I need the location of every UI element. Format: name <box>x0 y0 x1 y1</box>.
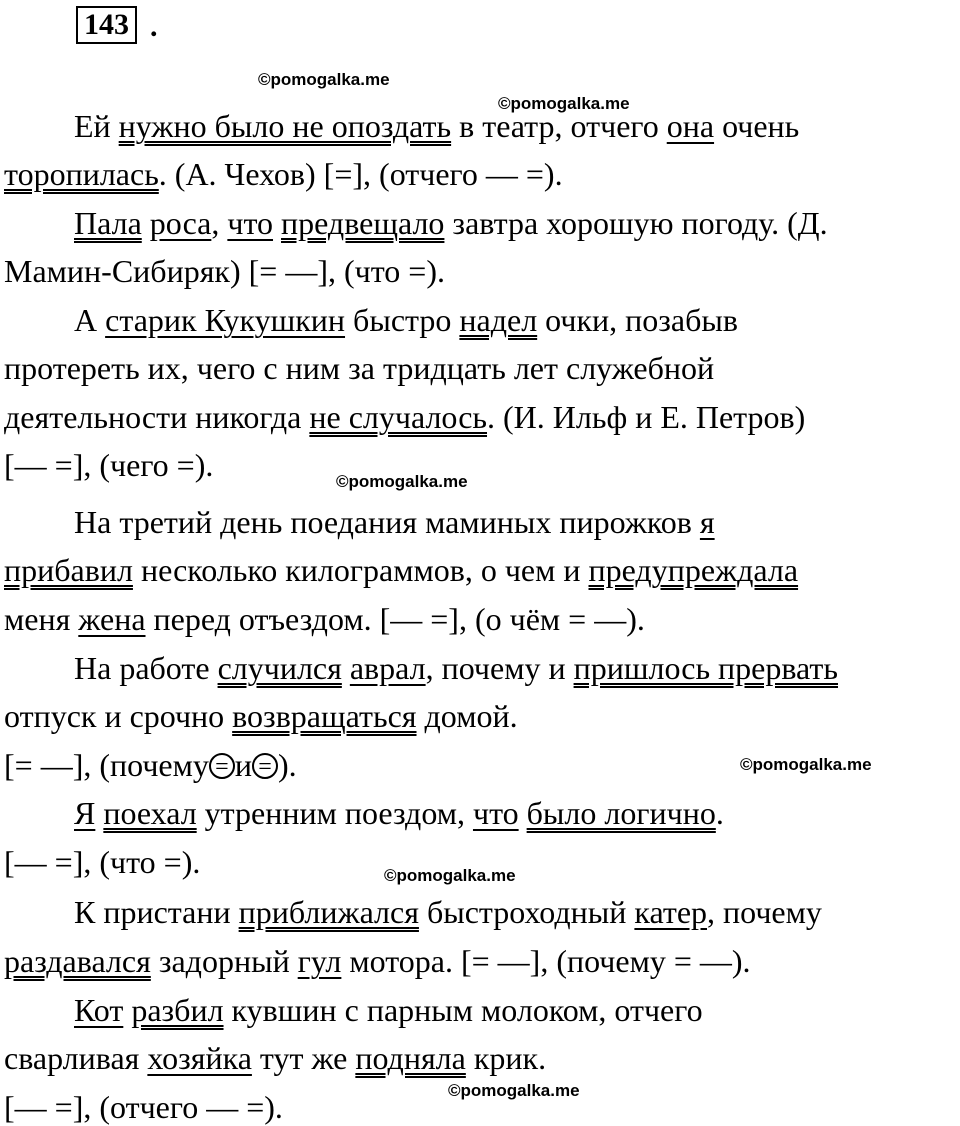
predicate-underlined: нужно было не опоздать <box>118 108 452 144</box>
text-segment: утренним поездом, <box>196 795 473 831</box>
text-line <box>74 992 703 1028</box>
subject-underlined: она <box>666 108 715 144</box>
text-segment: в театр, отчего <box>451 108 667 144</box>
subject-underlined: роса <box>149 205 212 241</box>
text-segment: крик. <box>465 1040 547 1076</box>
text-segment <box>142 205 150 241</box>
text-segment: . (А. Чехов) [=], (отчего — =). <box>158 156 563 192</box>
text-segment: На третий день поедания маминых пирожков <box>74 504 700 540</box>
predicate-underlined: предупреждала <box>588 552 799 588</box>
text-segment: и <box>234 747 252 783</box>
text-segment: перед отъездом. [— =], (о чём = —). <box>145 601 645 637</box>
text-line <box>4 399 805 435</box>
predicate-underlined: предвещало <box>281 205 445 241</box>
text-line <box>4 156 563 192</box>
text-line <box>4 943 751 979</box>
text-line <box>74 894 822 930</box>
predicate-underlined: раздавался <box>4 943 151 979</box>
text-segment: , почему и <box>425 650 574 686</box>
subject-underlined: что <box>227 205 274 241</box>
predicate-underlined: возвращаться <box>232 698 417 734</box>
text-segment: Мамин-Сибиряк) [= —], (что =). <box>4 253 445 289</box>
subject-underlined: старик Кукушкин <box>105 302 346 338</box>
subject-underlined: я <box>699 504 715 540</box>
predicate-underlined: прибавил <box>4 552 133 588</box>
predicate-underlined: торопилась <box>4 156 159 192</box>
text-segment: мотора. [= —], (почему = —). <box>341 943 751 979</box>
watermark: ©pomogalka.me <box>384 866 516 885</box>
subject-underlined: хозяйка <box>147 1040 252 1076</box>
predicate-underlined: Пала <box>74 205 142 241</box>
text-segment: очки, позабыв <box>537 302 738 338</box>
text-segment: тут же <box>251 1040 356 1076</box>
text-segment: [— =], (что =). <box>4 844 201 880</box>
predicate-underlined: разбил <box>131 992 224 1028</box>
watermark: ©pomogalka.me <box>498 94 630 113</box>
predicate-underlined: было логично <box>526 795 716 831</box>
text-segment: деятельности никогда <box>4 399 310 435</box>
exercise-number-dot: . <box>150 10 158 43</box>
subject-underlined: Кот <box>74 992 124 1028</box>
predicate-underlined: случился <box>217 650 342 686</box>
text-segment: отпуск и срочно <box>4 698 233 734</box>
text-segment: [— =], (чего =). <box>4 447 214 483</box>
text-segment: несколько килограммов, о чем и <box>132 552 589 588</box>
text-line <box>4 1089 283 1125</box>
exercise-number: 143 <box>76 6 137 44</box>
text-line <box>74 302 738 338</box>
predicate-underlined: поехал <box>103 795 197 831</box>
text-segment: , <box>211 205 228 241</box>
text-segment: протереть их, чего с ним за тридцать лет служебной <box>4 350 715 386</box>
text-line <box>4 698 518 734</box>
subject-underlined: катер <box>634 894 708 930</box>
text-segment: . <box>715 795 724 831</box>
text-segment: задорный <box>150 943 298 979</box>
text-line <box>74 205 828 241</box>
text-line <box>4 1040 546 1076</box>
text-segment: [— =], (отчего — =). <box>4 1089 283 1125</box>
text-segment: быстро <box>345 302 460 338</box>
watermark: ©pomogalka.me <box>258 70 390 89</box>
text-segment: . (И. Ильф и Е. Петров) <box>487 399 806 435</box>
subject-underlined: что <box>472 795 519 831</box>
subject-underlined: аврал <box>349 650 426 686</box>
text-line <box>74 504 715 540</box>
text-segment: На работе <box>74 650 218 686</box>
subject-underlined: гул <box>297 943 342 979</box>
text-segment: очень <box>714 108 800 144</box>
text-segment: меня <box>4 601 79 637</box>
text-line <box>4 253 445 289</box>
watermark: ©pomogalka.me <box>448 1081 580 1100</box>
text-segment: сварливая <box>4 1040 148 1076</box>
predicate-underlined: подняла <box>355 1040 466 1076</box>
text-segment: ). <box>277 747 297 783</box>
watermark: ©pomogalka.me <box>740 755 872 774</box>
text-segment: домой. <box>416 698 518 734</box>
text-line <box>4 447 213 483</box>
text-line <box>4 350 714 386</box>
subject-underlined: Я <box>74 795 96 831</box>
subject-underlined: жена <box>78 601 146 637</box>
text-segment: быстроходный <box>418 894 635 930</box>
text-line <box>4 601 645 637</box>
text-segment <box>342 650 350 686</box>
text-segment: кувшин с парным молоком, отчего <box>223 992 703 1028</box>
predicate-underlined: надел <box>459 302 538 338</box>
text-line <box>74 650 838 686</box>
text-segment: Ей <box>74 108 119 144</box>
predicate-underlined: приближался <box>238 894 419 930</box>
text-segment: А <box>74 302 106 338</box>
text-segment: К пристани <box>74 894 239 930</box>
text-line <box>74 795 724 831</box>
text-segment: , почему <box>707 894 822 930</box>
watermark: ©pomogalka.me <box>336 472 468 491</box>
predicate-underlined: не случалось <box>309 399 488 435</box>
text-segment: [= —], (почему <box>4 747 209 783</box>
predicate-underlined: пришлось прервать <box>573 650 838 686</box>
text-segment: завтра хорошую погоду. (Д. <box>444 205 828 241</box>
text-line <box>74 108 799 144</box>
text-line <box>4 844 200 880</box>
text-line <box>4 747 297 783</box>
text-segment <box>519 795 527 831</box>
circled-sign: = <box>252 753 278 779</box>
text-segment <box>273 205 281 241</box>
circled-sign: = <box>209 753 235 779</box>
text-line <box>4 552 798 588</box>
